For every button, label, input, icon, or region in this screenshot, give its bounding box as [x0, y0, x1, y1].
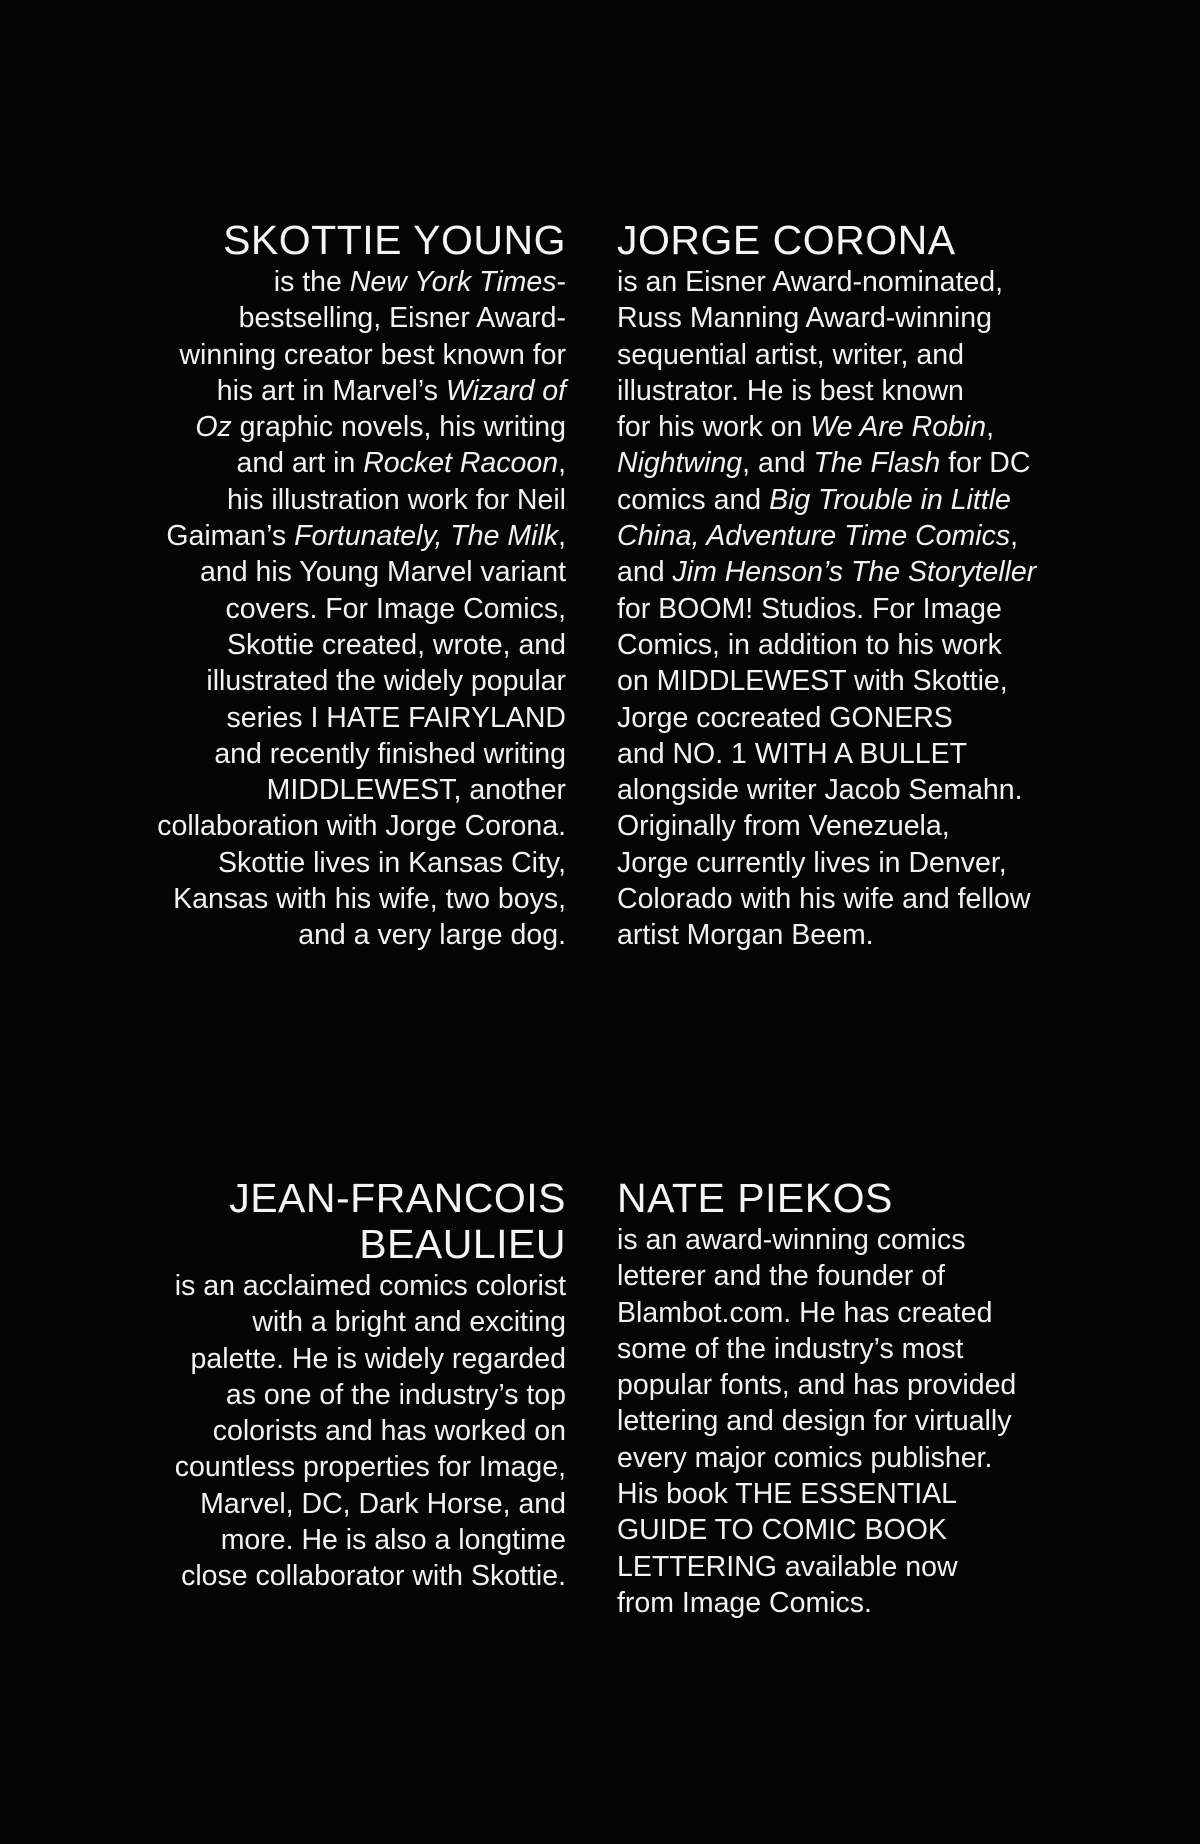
bio-text-line — [617, 482, 1037, 518]
text-run: and recently finished writing — [214, 737, 566, 770]
text-run: and NO. 1 WITH A BULLET — [617, 737, 968, 770]
text-run: lettering and design for virtually — [617, 1405, 1012, 1438]
italic-title: The Flash — [813, 447, 941, 480]
bio-text-line — [146, 1413, 566, 1449]
text-run: sequential artist, writer, and — [617, 338, 964, 371]
text-run: Colorado with his wife and fellow — [617, 883, 1031, 916]
bio-text-line — [617, 736, 1037, 772]
text-run: LETTERING available now — [617, 1550, 958, 1583]
bio-text-line — [146, 591, 566, 627]
text-run: GUIDE TO COMIC BOOK — [617, 1514, 947, 1547]
bio-name: SKOTTIE YOUNG — [223, 217, 566, 263]
text-run: MIDDLEWEST, another — [266, 774, 566, 807]
text-run: palette. He is widely regarded — [190, 1342, 566, 1375]
text-run: winning creator best known for — [179, 338, 566, 371]
bio-name: JORGE CORONA — [617, 217, 956, 263]
text-run: Kansas with his wife, two boys, — [173, 883, 566, 916]
bio-text-line — [617, 337, 1037, 373]
text-run: is an acclaimed comics colorist — [174, 1270, 566, 1302]
text-run: is the — [273, 266, 350, 298]
bio-text-line — [146, 1449, 566, 1485]
bio-text-line — [617, 1476, 1037, 1512]
text-run: illustrator. He is best known — [617, 374, 964, 407]
bio-text-line — [146, 881, 566, 917]
text-run: more. He is also a longtime — [220, 1524, 566, 1557]
bio-text-line — [146, 300, 566, 336]
text-run: close collaborator with Skottie. — [181, 1560, 566, 1593]
bio-text-line — [617, 917, 1037, 953]
bio-text-line — [617, 700, 1037, 736]
text-run: Skottie lives in Kansas City, — [218, 846, 566, 879]
italic-title: Oz — [195, 411, 232, 444]
bio-text-line — [617, 445, 1037, 481]
bio-text-line — [146, 373, 566, 409]
bio-text-line — [146, 337, 566, 373]
text-run: covers. For Image Comics, — [225, 592, 566, 625]
bio-text-line — [617, 1331, 1037, 1367]
text-run: Gaiman’s — [166, 520, 295, 553]
text-run: Jorge currently lives in Denver, — [617, 846, 1007, 879]
text-run: , — [1010, 520, 1019, 553]
bio-text-line — [146, 736, 566, 772]
bio-text-line — [617, 1440, 1037, 1476]
text-run: popular fonts, and has provided — [617, 1369, 1017, 1402]
text-run: , — [558, 520, 566, 553]
bio-text-line — [617, 1512, 1037, 1548]
bio-text-line — [617, 554, 1037, 590]
text-run: with a bright and exciting — [252, 1306, 566, 1339]
text-run: countless properties for Image, — [174, 1451, 566, 1484]
bio-text-line — [617, 808, 1037, 844]
bio-text-line — [146, 917, 566, 953]
bio-text-line — [146, 1304, 566, 1340]
text-run: Russ Manning Award-winning — [617, 302, 992, 335]
text-run: Comics, in addition to his work — [617, 628, 1002, 661]
text-run: and — [617, 556, 673, 589]
bio-text-line — [146, 808, 566, 844]
text-run: his art in Marvel’s — [216, 374, 446, 407]
text-run: for his work on — [617, 411, 811, 444]
bio-jean-francois-beaulieu — [146, 1176, 566, 1595]
bio-text — [146, 264, 566, 954]
bio-jorge-corona — [617, 218, 1037, 954]
italic-title: China, Adventure Time Comics — [617, 520, 1011, 553]
italic-title: Big Trouble in Little — [769, 483, 1011, 516]
text-run: graphic novels, his writing — [231, 411, 566, 444]
bio-text-line — [146, 845, 566, 881]
text-run: for BOOM! Studios. For Image — [617, 592, 1002, 625]
text-run: bestselling, Eisner Award- — [238, 302, 566, 335]
text-run: illustrated the widely popular — [206, 665, 566, 698]
text-run: alongside writer Jacob Semahn. — [617, 774, 1023, 807]
bio-text-line — [617, 772, 1037, 808]
bio-text-line — [146, 1486, 566, 1522]
bio-text-line — [617, 518, 1037, 554]
text-run: as one of the industry’s top — [225, 1378, 566, 1411]
bio-text-line — [146, 663, 566, 699]
bio-text-line — [146, 1377, 566, 1413]
text-run: and art in — [236, 447, 364, 480]
bio-text-line — [617, 1585, 1037, 1621]
bio-text — [617, 1222, 1037, 1621]
bio-skottie-young — [146, 218, 566, 954]
bio-text-line — [146, 482, 566, 518]
italic-title: Wizard of — [445, 374, 566, 407]
text-run: collaboration with Jorge Corona. — [157, 810, 566, 843]
text-run: is an award-winning comics — [617, 1224, 966, 1256]
bio-text-line — [617, 373, 1037, 409]
bio-nate-piekos — [617, 1176, 1037, 1621]
text-run: colorists and has worked on — [212, 1415, 566, 1448]
text-run: comics and — [617, 483, 770, 516]
bio-text-line — [146, 554, 566, 590]
text-run: for DC — [940, 447, 1031, 480]
italic-title: Rocket Racoon — [363, 447, 559, 480]
bio-text-line — [617, 264, 1037, 300]
italic-title: Fortunately, The Milk — [294, 520, 559, 553]
text-run: artist Morgan Beem. — [617, 919, 874, 952]
text-run: and his Young Marvel variant — [200, 556, 566, 589]
text-run: every major comics publisher. — [617, 1441, 993, 1474]
text-run: Jorge cocreated GONERS — [617, 701, 953, 734]
bio-text-line — [617, 1222, 1037, 1258]
text-run: on MIDDLEWEST with Skottie, — [617, 665, 1008, 698]
bio-text-line — [617, 1403, 1037, 1439]
bio-text-line — [617, 1549, 1037, 1585]
text-run: - — [556, 266, 566, 298]
italic-title: New York Times — [349, 266, 557, 298]
text-run: and a very large dog. — [298, 919, 566, 952]
bio-text-line — [146, 772, 566, 808]
text-run: , and — [742, 447, 814, 480]
bio-text-line — [617, 1258, 1037, 1294]
bio-text-line — [146, 1558, 566, 1594]
bio-text-line — [146, 1268, 566, 1304]
bio-text-line — [617, 881, 1037, 917]
text-run: Skottie created, wrote, and — [226, 628, 566, 661]
bio-text-line — [146, 1522, 566, 1558]
text-run: his illustration work for Neil — [227, 483, 566, 516]
bio-text-line — [617, 1295, 1037, 1331]
bio-text-line — [146, 264, 566, 300]
bio-text-line — [146, 518, 566, 554]
bio-text-line — [146, 445, 566, 481]
text-run: , — [558, 447, 566, 480]
text-run: His book THE ESSENTIAL — [617, 1478, 958, 1511]
bio-text-line — [617, 591, 1037, 627]
text-run: , — [986, 411, 995, 444]
text-run: is an Eisner Award-nominated, — [617, 266, 1004, 298]
bio-text-line — [146, 700, 566, 736]
bio-text-line — [146, 627, 566, 663]
bio-text — [146, 1268, 566, 1595]
text-run: some of the industry’s most — [617, 1332, 964, 1365]
bio-text-line — [617, 663, 1037, 699]
italic-title: Jim Henson’s The Storyteller — [672, 556, 1037, 589]
text-run: Marvel, DC, Dark Horse, and — [200, 1487, 566, 1520]
bio-text-line — [146, 409, 566, 445]
bio-name-line: JEAN-FRANCOIS — [229, 1175, 566, 1221]
bio-text-line — [617, 845, 1037, 881]
text-run: from Image Comics. — [617, 1586, 872, 1619]
bio-text-line — [617, 300, 1037, 336]
bio-name-line: BEAULIEU — [359, 1221, 566, 1267]
bio-name: NATE PIEKOS — [617, 1175, 893, 1221]
text-run: series I HATE FAIRYLAND — [226, 701, 566, 734]
bio-text — [617, 264, 1037, 954]
text-run: Blambot.com. He has created — [617, 1296, 993, 1329]
text-run: Originally from Venezuela, — [617, 810, 950, 843]
bio-text-line — [617, 409, 1037, 445]
italic-title: We Are Robin — [810, 411, 987, 444]
bio-text-line — [617, 1367, 1037, 1403]
bio-text-line — [617, 627, 1037, 663]
text-run: letterer and the founder of — [617, 1260, 945, 1293]
bio-text-line — [146, 1341, 566, 1377]
italic-title: Nightwing — [617, 447, 743, 480]
